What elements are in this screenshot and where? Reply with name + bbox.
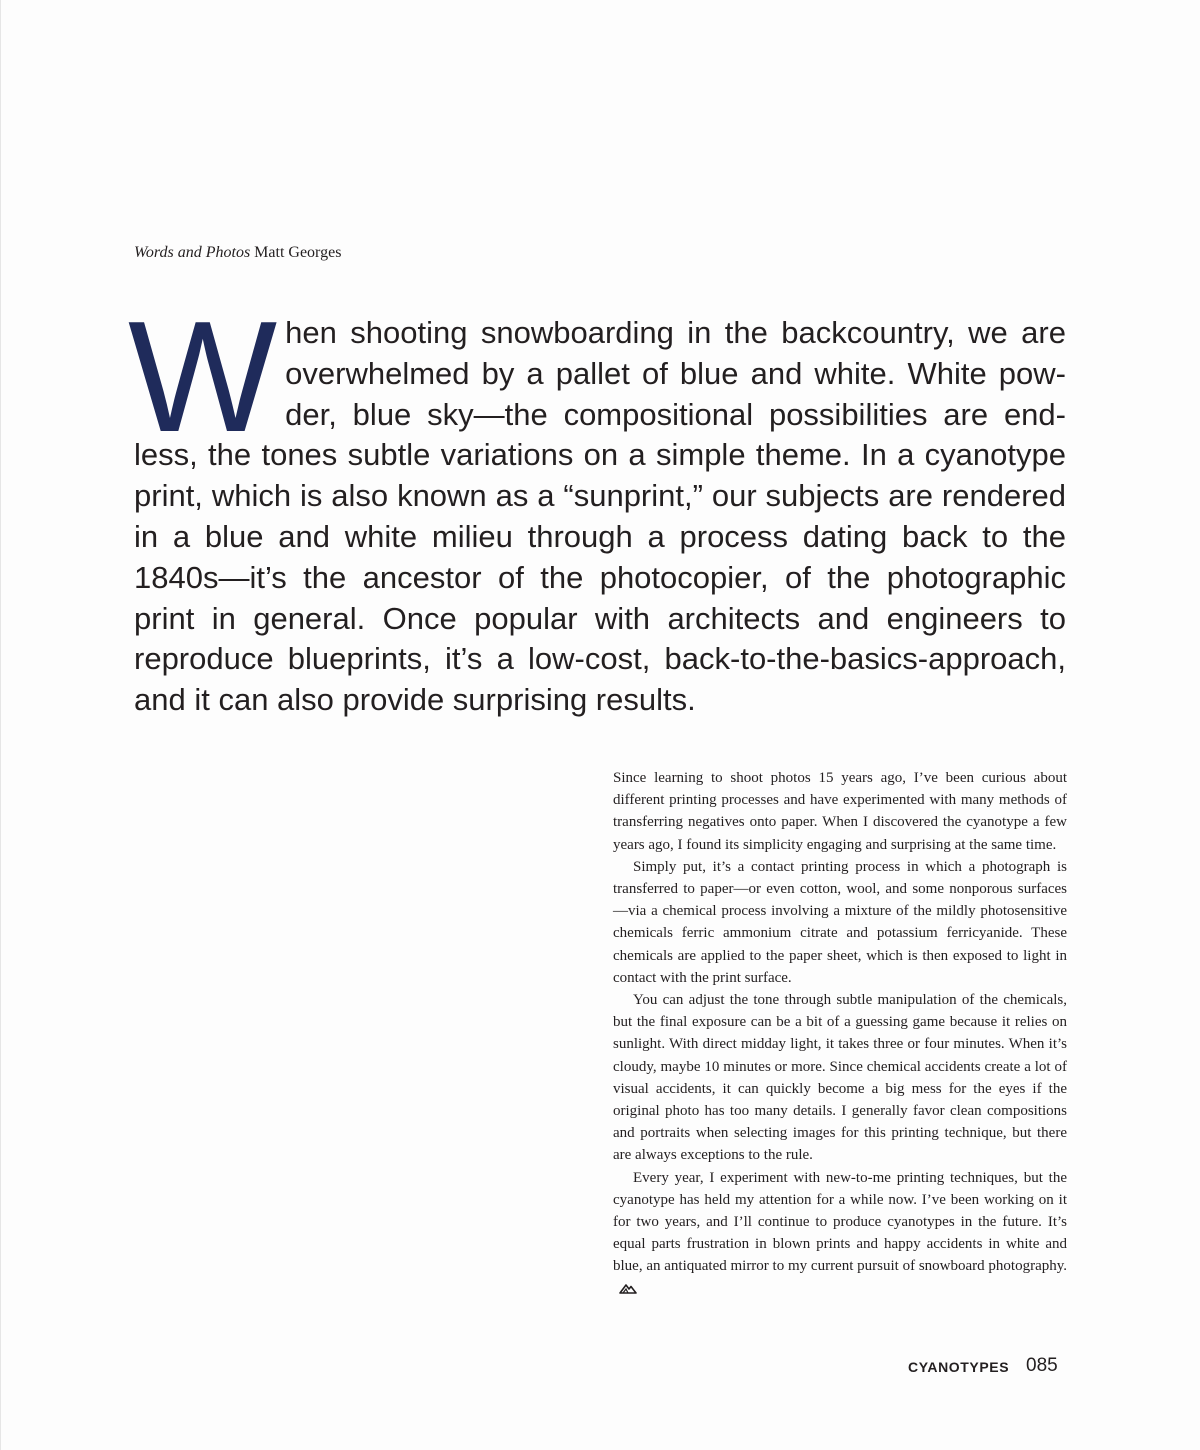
- section-name: CYANOTYPES: [908, 1359, 1010, 1375]
- body-column: [613, 767, 1067, 1300]
- body-paragraph-3: You can adjust the tone through subtle manipulation of the chemicals, but the final exposure can be a bit of a guessing game because it relies on sunlight. With direct midday light, it takes three or four minutes. When it’s cloudy, maybe 10 minutes or more. Since chemical accidents create a lot of visual accidents, it can quickly become a big mess for the eyes if the original photo has too many details. I generally favor clean compositions and portraits when selecting images for this printing technique, but there are always exceptions to the rule.: [613, 992, 1067, 1164]
- body-paragraph-4: [613, 1167, 1067, 1300]
- body-paragraph-1: Since learning to shoot photos 15 years ago, I’ve been curious about different printing processes and have experimented with many methods of transferring negatives onto paper. When I discovered the cyanotype a few years ago, I found its simplicity engaging and surprising at the same time.: [613, 770, 1067, 853]
- page-edge: [0, 0, 1, 1450]
- drop-cap: W: [128, 289, 278, 465]
- body-paragraph-2: Simply put, it’s a contact printing process in which a photograph is transferred to paper—or even cotton, wool, and some nonporous surfaces—via a chemical process involving a mixture of the mildly photosensitive chemicals ferric ammonium citrate and potassium ferricyanide. These chemicals are applied to the paper sheet, which is then exposed to light in contact with the print surface.: [613, 858, 1067, 986]
- lede-text: hen shooting snowboarding in the backcountry, we are overwhelmed by a pallet of blue and white. White powder, blue sky—the compositional possibilities are endless, the tones subtle variations on a simple theme. In a cyanotype print, which is also known as a “sunprint,” our subjects are rendered in a blue and white milieu through a process dating back to the 1840s—it’s the ancestor of the photocopier, of the photographic print in general. Once popular with architects and engineers to reproduce blueprints, it’s a low-cost, back-to-the-basics-approach, and it can also provide surprising results.: [134, 315, 1066, 718]
- byline: [134, 244, 341, 262]
- lede-paragraph: [128, 289, 1066, 721]
- byline-label: Words and Photos: [134, 244, 251, 261]
- mountain-icon: [619, 1282, 637, 1294]
- page-number: 085: [1026, 1355, 1058, 1376]
- byline-author: Matt Georges: [254, 244, 342, 261]
- body-paragraph-4-text: Every year, I experiment with new-to-me printing techniques, but the cyanotype has held my attention for a while now. I’ve been working on it for two years, and I’ll continue to produce cyanotypes in the future. It’s equal parts frustration in blown prints and happy accidents in white and blue, an antiquated mirror to my current pursuit of snowboard photography.: [613, 1169, 1067, 1275]
